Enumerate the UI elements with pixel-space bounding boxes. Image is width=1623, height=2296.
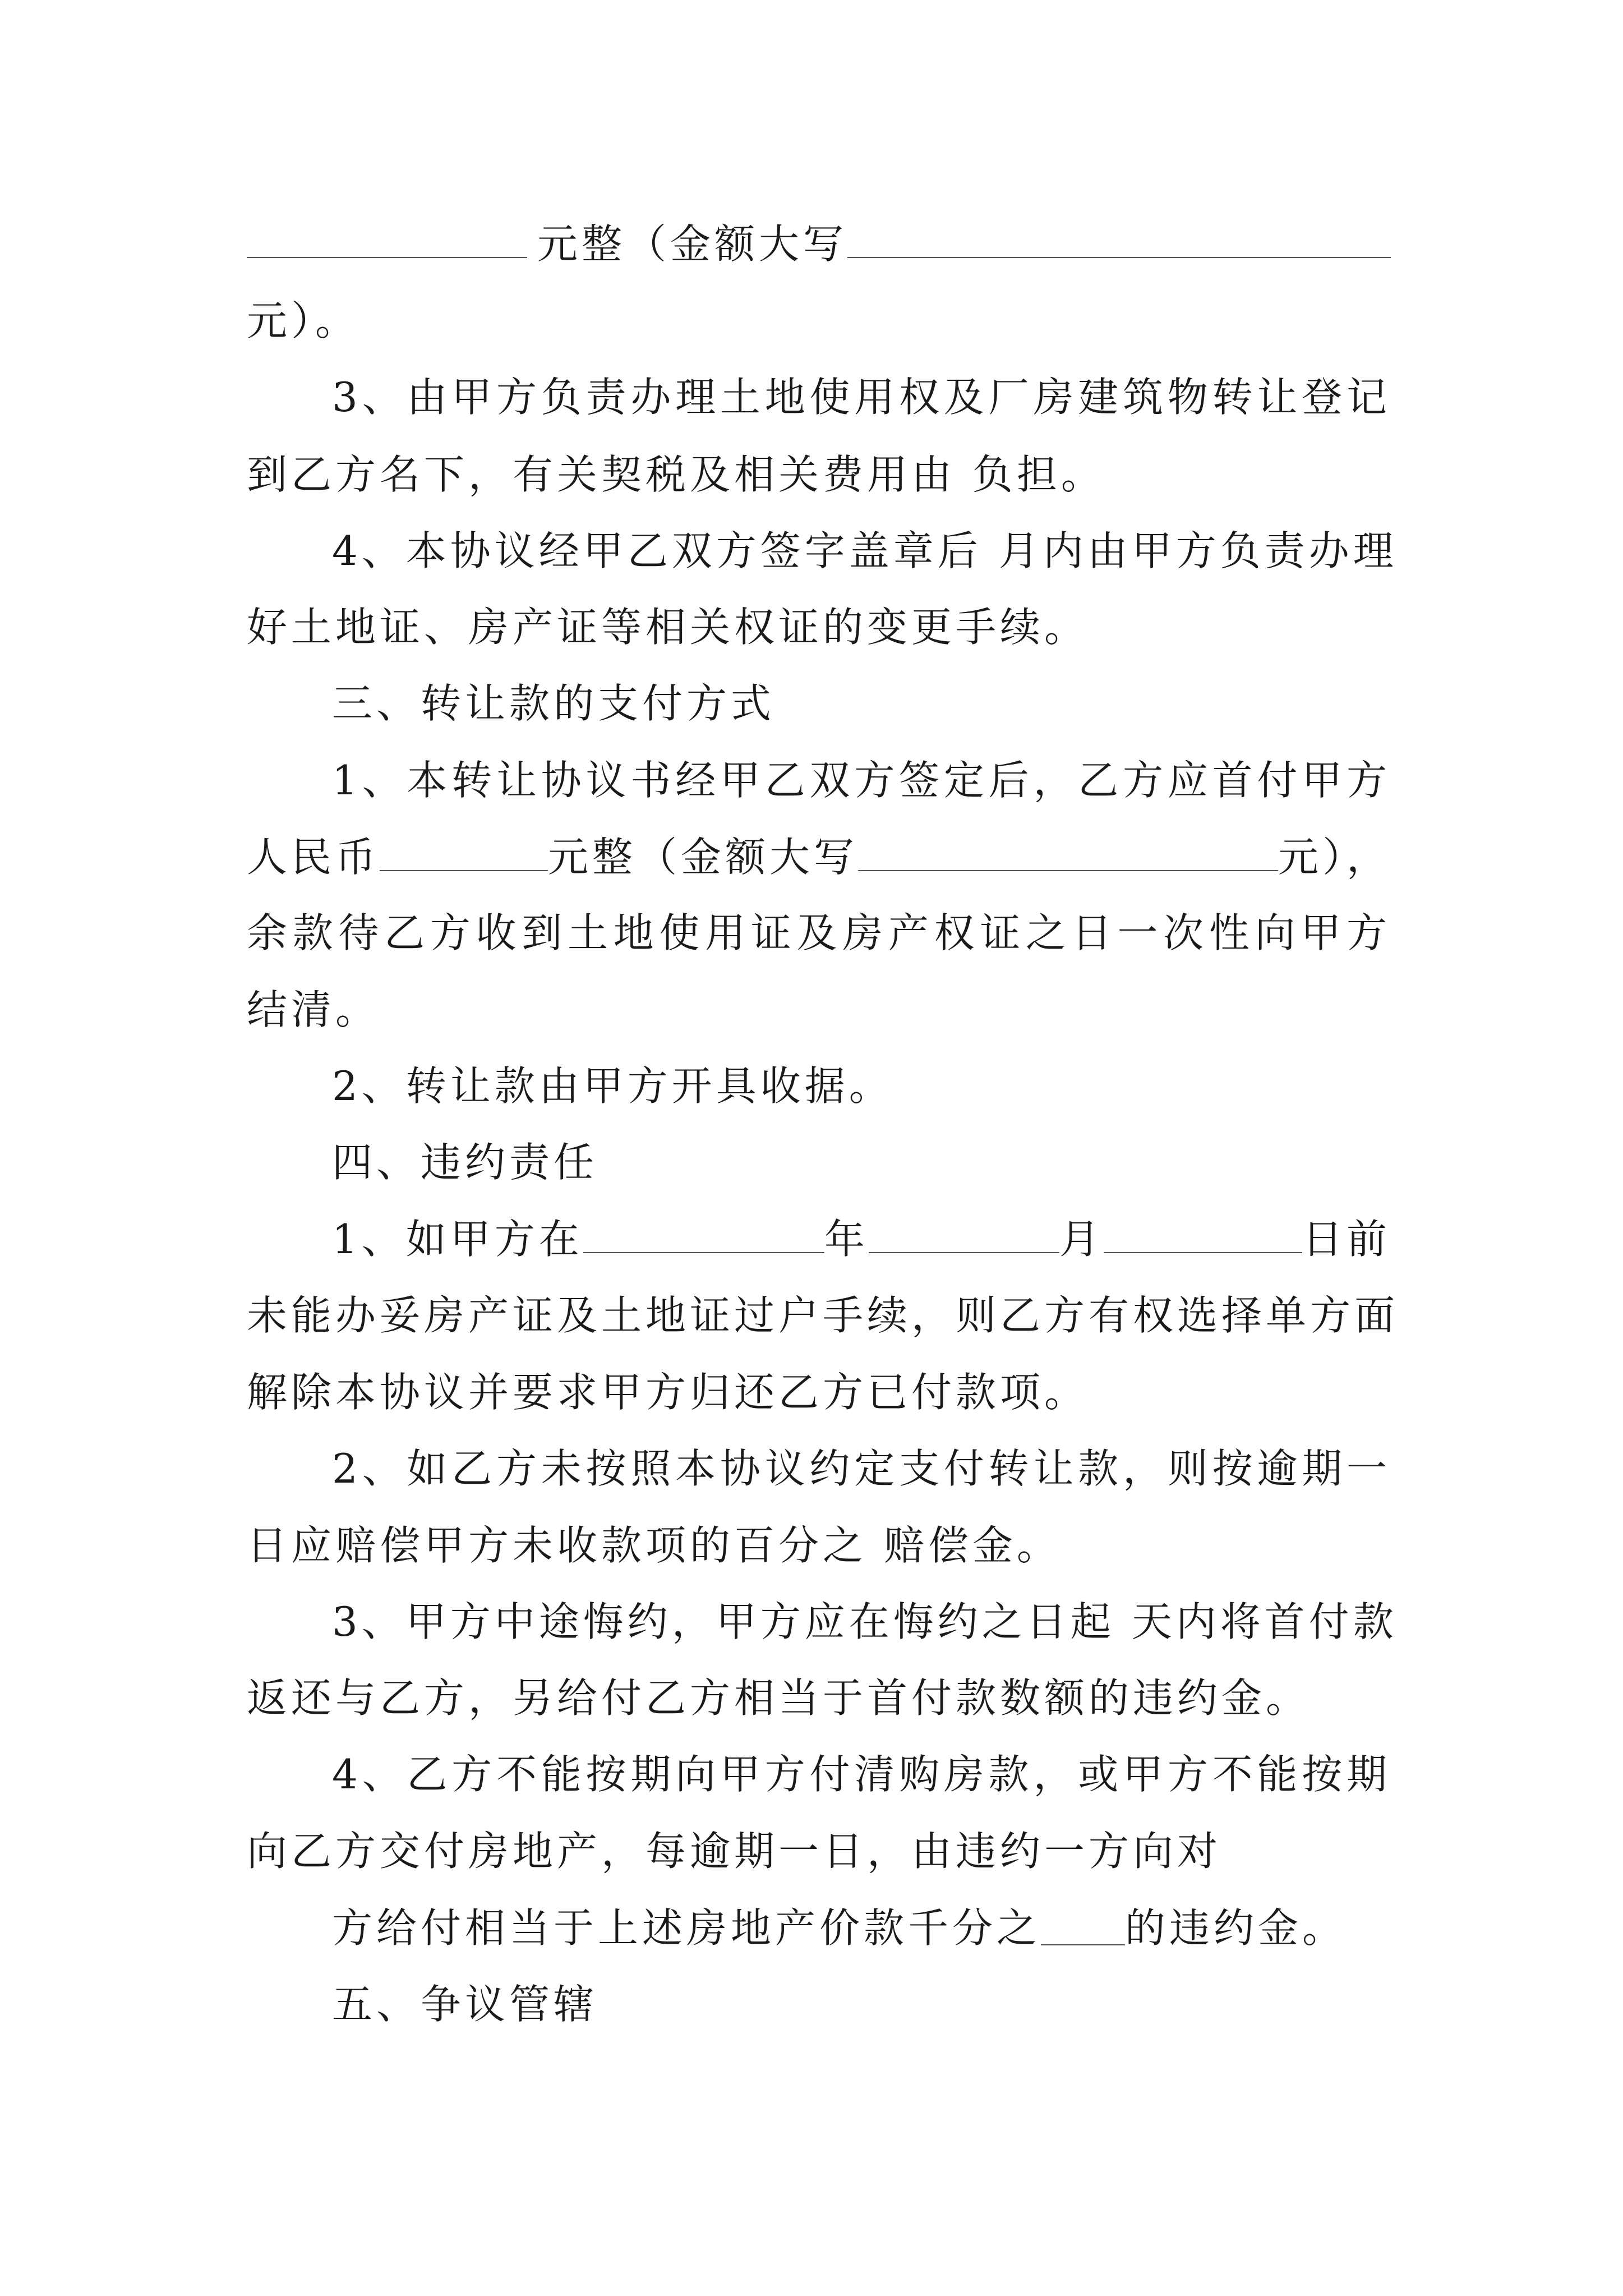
line-23-text-2: 的违约金。: [1125, 1904, 1347, 1952]
blank-down-payment: [380, 836, 548, 871]
blank-year: [583, 1218, 824, 1253]
document-page: [247, 0, 1399, 2296]
section-5-heading: 五、争议管辖: [332, 1981, 598, 2028]
clause-2-3-line-1: 3、由甲方负责办理土地使用权及厂房建筑物转让登记: [332, 374, 1391, 421]
clause-4-4-line-2: 向乙方交付房地产，每逾期一日，由违约一方向对: [247, 1828, 1222, 1875]
line-1-text: 元整（金额大写: [537, 220, 848, 268]
line-14-text-3: 月: [1059, 1216, 1104, 1263]
clause-3-2: 2、转让款由甲方开具收据。: [332, 1062, 893, 1110]
blank-day: [1104, 1218, 1302, 1253]
clause-4-4-line-1: 4、乙方不能按期向甲方付清购房款，或甲方不能按期: [332, 1751, 1391, 1798]
clause-3-1-line-1: 1、本转让协议书经甲乙双方签定后，乙方应首付甲方: [332, 757, 1391, 804]
blank-amount-1: [247, 223, 527, 258]
line-14-text-4: 日前: [1302, 1216, 1391, 1263]
clause-3-1-line-3: 余款待乙方收到土地使用证及房产权证之日一次性向甲方: [247, 909, 1391, 956]
line-23-text-1: 方给付相当于上述房地产价款千分之: [332, 1904, 1041, 1952]
clause-2-3-line-2: 到乙方名下，有关契税及相关费用由 负担。: [247, 451, 1105, 498]
clause-2-4-line-1: 4、本协议经甲乙双方签字盖章后 月内由甲方负责办理: [332, 527, 1398, 574]
line-9-text-2: 元整（金额大写: [548, 834, 859, 881]
clause-4-1-line-1: [247, 1208, 1391, 1270]
clause-4-3-line-2: 返还与乙方，另给付乙方相当于首付款数额的违约金。: [247, 1674, 1311, 1722]
blank-month: [869, 1218, 1059, 1253]
clause-4-4-line-3: [247, 1897, 1391, 1959]
line-1: [247, 213, 1391, 275]
line-14-text-1: 1、如甲方在: [332, 1216, 583, 1263]
clause-4-1-line-2: 未能办妥房产证及土地证过户手续，则乙方有权选择单方面: [247, 1292, 1399, 1339]
line-9-text-1: 人民币: [247, 834, 380, 881]
clause-4-2-line-1: 2、如乙方未按照本协议约定支付转让款，则按逾期一: [332, 1445, 1391, 1492]
line-2: [247, 290, 1391, 352]
clause-4-2-line-2: 日应赔偿甲方未收款项的百分之 赔偿金。: [247, 1522, 1061, 1569]
line-2-text: 元）。: [247, 297, 360, 344]
clause-2-4-line-2: 好土地证、房产证等相关权证的变更手续。: [247, 604, 1089, 651]
line-9-text-3: 元），: [1278, 834, 1391, 881]
clause-3-1-line-2: [247, 826, 1391, 888]
section-3-heading: 三、转让款的支付方式: [332, 680, 776, 727]
blank-down-payment-words: [858, 836, 1278, 871]
clause-4-1-line-3: 解除本协议并要求甲方归还乙方已付款项。: [247, 1369, 1089, 1416]
blank-amount-words-1: [847, 223, 1391, 258]
section-4-heading: 四、违约责任: [332, 1139, 598, 1186]
blank-per-mille: [1041, 1911, 1125, 1945]
clause-3-1-line-4: 结清。: [247, 986, 380, 1033]
clause-4-3-line-1: 3、甲方中途悔约，甲方应在悔约之日起 天内将首付款: [332, 1598, 1398, 1645]
line-14-text-2: 年: [824, 1216, 869, 1263]
